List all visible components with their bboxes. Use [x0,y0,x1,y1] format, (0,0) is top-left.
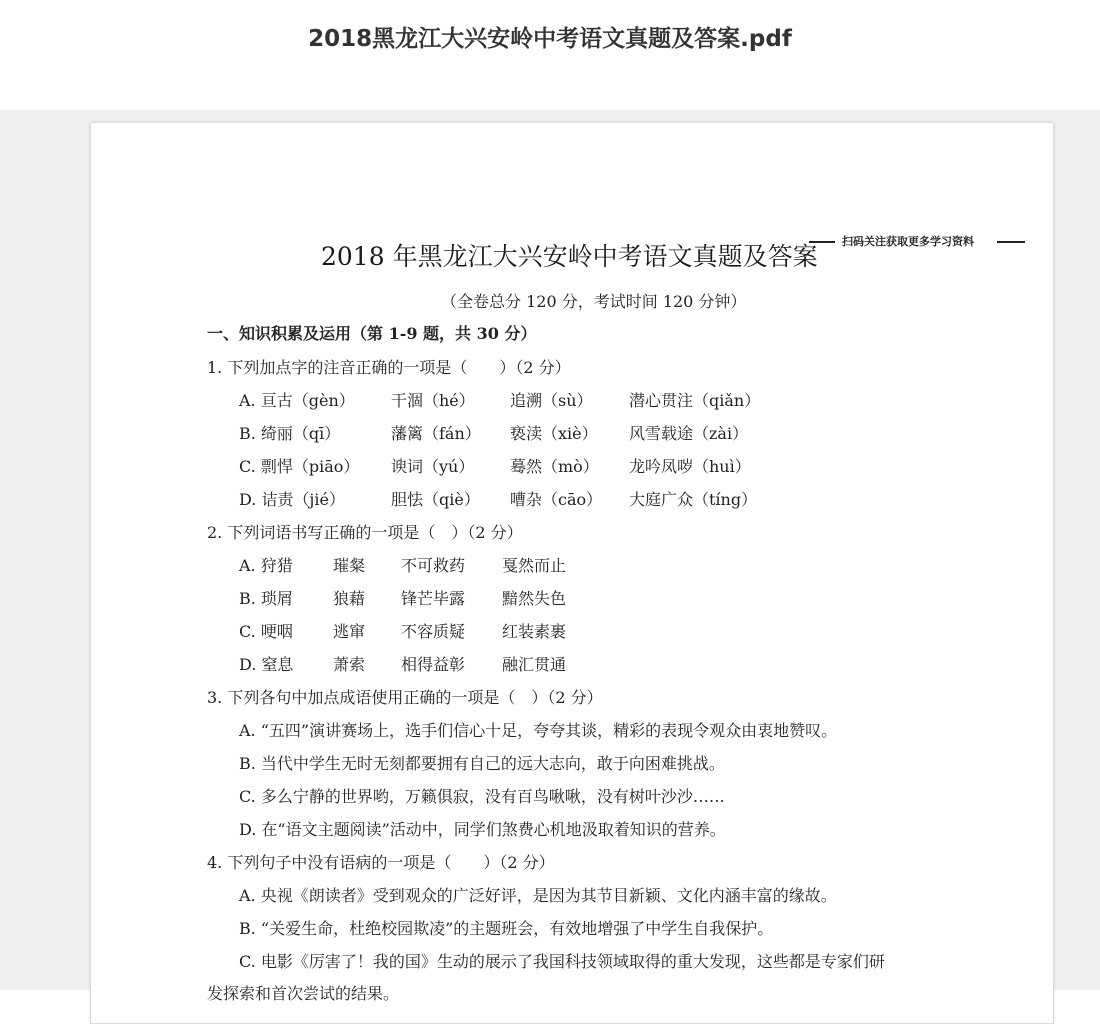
q1-cell: 谀词（yú） [391,457,475,476]
q4-option: B. “关爱生命，杜绝校园欺凌”的主题班会，有效地增强了中学生自我保护。 [239,919,774,938]
q1-cell: 干涸（hé） [391,391,475,410]
q1-cell: 潜心贯注（qiǎn） [629,391,761,410]
viewer-header [0,0,1100,110]
q1-cell: 龙吟凤哕（huì） [629,457,751,476]
q2-cell: B. 琐屑 [239,589,293,608]
q3-option: C. 多么宁静的世界哟，万籁俱寂，没有百鸟啾啾，没有树叶沙沙…… [239,787,725,806]
q1-cell: 亵渎（xiè） [510,424,598,443]
q4-option: C. 电影《厉害了！我的国》生动的展示了我国科技领域取得的重大发现，这些都是专家们研 [239,952,885,971]
q1-cell: 大庭广众（tíng） [629,490,758,509]
question-3-stem: 3. 下列各句中加点成语使用正确的一项是（ ）（2 分） [207,688,603,707]
q2-cell: 戛然而止 [502,556,567,575]
pdf-page [90,122,1054,1024]
q1-cell: A. 亘古（gèn） [239,391,355,410]
q2-cell: 融汇贯通 [502,655,567,674]
q1-cell: 蓦然（mò） [510,457,599,476]
q2-cell: 逃窜 [333,622,366,641]
q1-cell: B. 绮丽（qī） [239,424,341,443]
q1-cell: C. 剽悍（piāo） [239,457,360,476]
q2-cell: 萧索 [333,655,366,674]
q2-cell: A. 狩猎 [239,556,293,575]
q1-cell: 追溯（sù） [510,391,593,410]
q3-option: B. 当代中学生无时无刻都要拥有自己的远大志向，敢于向困难挑战。 [239,754,725,773]
q2-cell: 红装素裹 [502,622,567,641]
q2-cell: 不容质疑 [401,622,466,641]
q2-cell: 璀粲 [333,556,366,575]
document-title: 2018 年黑龙江大兴安岭中考语文真题及答案 [321,242,818,271]
q2-cell: 不可救药 [401,556,466,575]
q2-cell: D. 窒息 [239,655,294,674]
q3-option: D. 在“语文主题阅读”活动中，同学们煞费心机地汲取着知识的营养。 [239,820,726,839]
file-title: 2018黑龙江大兴安岭中考语文真题及答案.pdf [308,26,792,52]
watermark-text: 扫码关注获取更多学习资料 [842,235,974,248]
q2-cell: 狼藉 [333,589,366,608]
q2-cell: 相得益彰 [401,655,466,674]
q4-option-continuation: 发探索和首次尝试的结果。 [207,984,400,1003]
q2-cell: 黯然失色 [502,589,567,608]
q3-option: A. “五四”演讲赛场上，选手们信心十足，夸夸其谈，精彩的表现令观众由衷地赞叹。 [239,721,838,740]
q1-cell: 胆怯（qiè） [391,490,480,509]
q1-cell: 藩篱（fán） [391,424,481,443]
watermark-rule-right [997,241,1025,243]
q2-cell: C. 哽咽 [239,622,293,641]
question-4-stem: 4. 下列句子中没有语病的一项是（ ）（2 分） [207,853,555,872]
watermark [809,233,1025,249]
q1-cell: D. 诘责（jié） [239,490,345,509]
section-heading: 一、知识积累及运用（第 1-9 题，共 30 分） [207,324,537,343]
q1-cell: 风雪载途（zài） [629,424,749,443]
q1-cell: 嘈杂（cāo） [510,490,603,509]
question-2-stem: 2. 下列词语书写正确的一项是（ ）（2 分） [207,523,523,542]
q4-option: A. 央视《朗读者》受到观众的广泛好评，是因为其节目新颖、文化内涵丰富的缘故。 [239,886,837,905]
question-1-stem: 1. 下列加点字的注音正确的一项是（ ）（2 分） [207,358,571,377]
document-subtitle: （全卷总分 120 分，考试时间 120 分钟） [441,292,747,311]
q2-cell: 锋芒毕露 [401,589,466,608]
